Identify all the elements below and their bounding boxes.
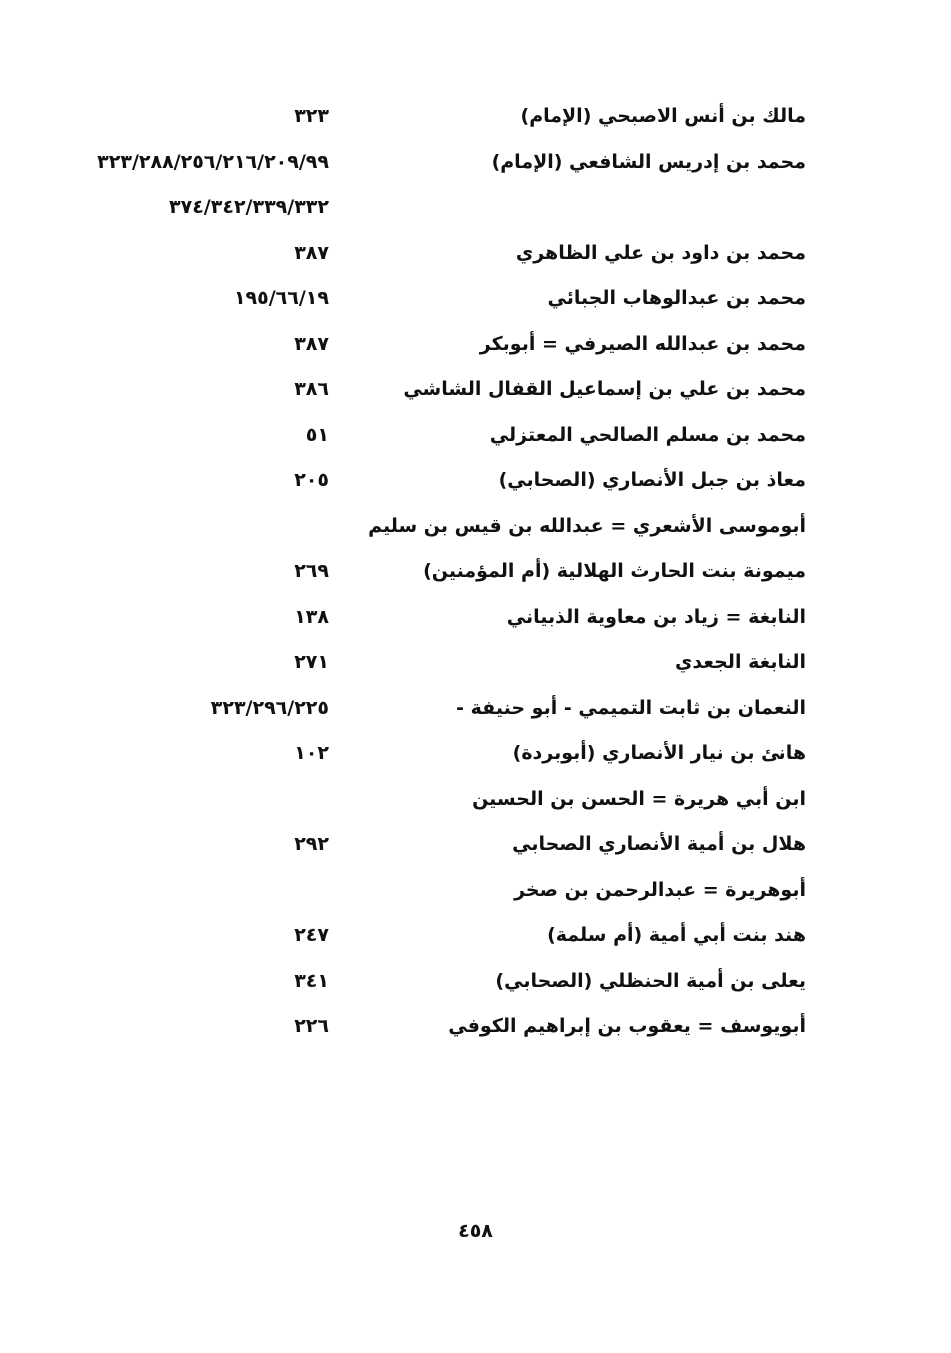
entry-name: ابن أبي هريرة = الحسن بن الحسين	[472, 787, 806, 810]
entry-name: محمد بن عبدالوهاب الجبائي	[547, 287, 806, 309]
entry-pages: ٢٩٢	[294, 833, 329, 855]
index-entry	[0, 869, 951, 915]
index-entry	[0, 596, 951, 642]
entry-name: أبوهريرة = عبدالرحمن بن صخر	[514, 878, 806, 901]
index-entry	[0, 414, 951, 460]
index-entry	[0, 778, 951, 824]
entry-name: النعمان بن ثابت التميمي - أبو حنيفة -	[456, 696, 806, 719]
entry-name: معاذ بن جبل الأنصاري (الصحابي)	[498, 469, 806, 491]
entry-name: محمد بن داود بن علي الظاهري	[515, 241, 806, 264]
entry-pages: ٢٦٩	[294, 560, 329, 582]
index-entry	[0, 550, 951, 596]
index-entry	[0, 459, 951, 505]
index-list	[0, 95, 951, 1051]
index-entry	[0, 323, 951, 369]
index-entry	[0, 141, 951, 187]
index-entry	[0, 732, 951, 778]
entry-name: محمد بن مسلم الصالحي المعتزلي	[489, 423, 806, 446]
entry-pages: ٣٨٧	[294, 241, 329, 264]
index-entry	[0, 277, 951, 323]
entry-pages: ٢٠٥	[294, 469, 329, 491]
entry-name: ميمونة بنت الحارث الهلالية (أم المؤمنين)	[423, 560, 806, 582]
entry-name: أبويوسف = يعقوب بن إبراهيم الكوفي	[448, 1015, 806, 1037]
entry-name: هلال بن أمية الأنصاري الصحابي	[512, 833, 806, 855]
entry-pages: ٢٢٦	[294, 1015, 329, 1037]
index-entry	[0, 641, 951, 687]
entry-name: مالك بن أنس الاصبحي (الإمام)	[520, 105, 806, 127]
entry-pages: ١٣٨	[294, 605, 329, 628]
entry-pages: ٥١	[305, 423, 329, 446]
entry-pages: ١٩٥/٦٦/١٩	[233, 287, 329, 309]
index-entry	[0, 823, 951, 869]
entry-name: أبوموسى الأشعري = عبدالله بن قيس بن سليم	[368, 514, 806, 537]
index-entry	[0, 914, 951, 960]
entry-name: يعلى بن أمية الحنظلي (الصحابي)	[495, 969, 806, 992]
index-entry	[0, 687, 951, 733]
entry-name: محمد بن إدريس الشافعي (الإمام)	[491, 150, 806, 173]
entry-name: النابغة الجعدي	[675, 651, 806, 673]
entry-pages: ٣٢٣/٢٨٨/٢٥٦/٢١٦/٢٠٩/٩٩	[97, 150, 329, 173]
entry-pages: ٣٨٦	[294, 378, 329, 400]
entry-pages: ٣٢٣/٢٩٦/٢٢٥	[210, 696, 329, 719]
index-entry	[0, 95, 951, 141]
entry-name: محمد بن علي بن إسماعيل القفال الشاشي	[403, 378, 806, 400]
entry-pages: ٣٤١	[294, 969, 329, 992]
entry-name: هند بنت أبي أمية (أم سلمة)	[547, 924, 806, 946]
index-entry	[0, 232, 951, 278]
page-number: ٤٥٨	[458, 1220, 493, 1242]
index-entry	[0, 960, 951, 1006]
entry-pages: ٣٧٤/٣٤٢/٣٣٩/٣٣٢	[169, 196, 329, 218]
entry-pages: ٢٧١	[294, 651, 329, 673]
index-entry	[0, 186, 951, 232]
index-entry	[0, 1005, 951, 1051]
entry-name: النابغة = زياد بن معاوية الذبياني	[506, 605, 806, 628]
entry-pages: ٣٢٣	[294, 105, 329, 127]
index-entry	[0, 368, 951, 414]
entry-pages: ٣٨٧	[294, 332, 329, 355]
entry-name: محمد بن عبدالله الصيرفي = أبوبكر	[479, 332, 806, 355]
index-entry	[0, 505, 951, 551]
entry-name: هانئ بن نيار الأنصاري (أبوبردة)	[512, 742, 806, 764]
entry-pages: ٢٤٧	[294, 924, 329, 946]
entry-pages: ١٠٢	[294, 742, 329, 764]
